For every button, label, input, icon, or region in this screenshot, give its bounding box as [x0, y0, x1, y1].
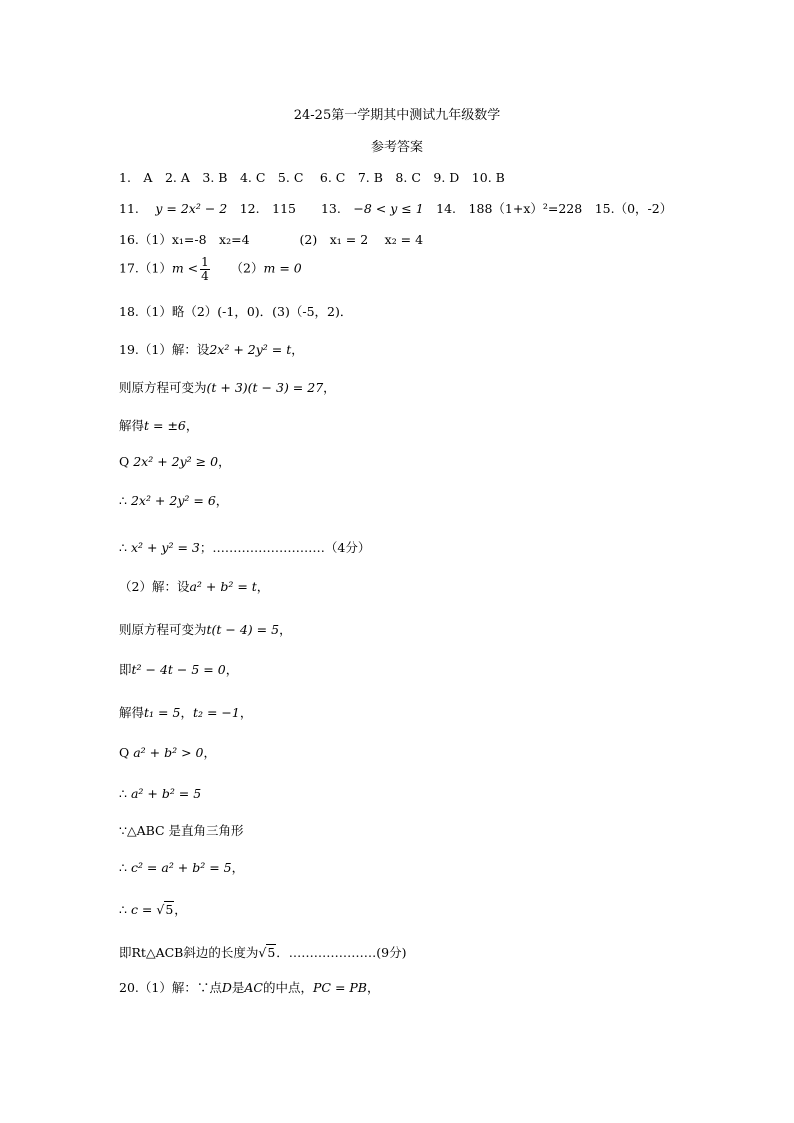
- text: 斜边的长度为: [183, 945, 259, 960]
- text: ，: [174, 902, 187, 917]
- page-subtitle: 参考答案: [370, 140, 423, 155]
- math: c =: [130, 902, 153, 917]
- text: 20.（1）解：∵点: [119, 980, 222, 995]
- math: t² − 4t − 5 = 0: [131, 662, 226, 677]
- answer-line: [119, 858, 244, 876]
- text: ．…………………(9分): [276, 945, 407, 960]
- text: ∴: [119, 860, 131, 875]
- math: c² = a² + b² = 5: [130, 860, 232, 875]
- answer-line-19-2: [119, 577, 269, 595]
- math: −8 < y ≤ 1: [353, 201, 424, 216]
- answer-line: [119, 416, 198, 434]
- text: ，: [203, 745, 217, 760]
- text: ，: [225, 662, 239, 677]
- text: ，: [239, 705, 253, 720]
- text: 则原方程可变为: [119, 380, 207, 395]
- answer-line: [119, 452, 231, 470]
- text: ，: [279, 622, 292, 637]
- text: 12. 115 13.: [227, 201, 354, 216]
- text: ∴: [119, 540, 131, 555]
- math: Rt△ACB: [131, 945, 184, 960]
- text: Q: [119, 454, 134, 469]
- answer-line: [119, 660, 238, 678]
- answer-line: [119, 943, 407, 961]
- math: a² + b² = 5: [130, 786, 202, 801]
- math: 2x² + 2y² ≥ 0: [133, 454, 219, 469]
- math: PC = PB: [313, 980, 367, 995]
- fraction: [200, 256, 210, 282]
- text: ，: [180, 705, 193, 720]
- text: ，: [323, 380, 336, 395]
- math: t = ±6: [144, 418, 186, 433]
- answer-line: [119, 491, 228, 509]
- sqrt-symbol: √5: [156, 902, 174, 917]
- answer-line-16: 16.（1）x₁=-8 x₂=4 (2) x₁ = 2 x₂ = 4: [119, 232, 424, 247]
- text: ∴: [119, 786, 131, 801]
- math: 2x² + 2y² = t: [209, 342, 292, 357]
- text: 的中点，: [262, 980, 313, 995]
- math: t(t − 4) = 5: [206, 622, 280, 637]
- text: ，: [215, 493, 229, 508]
- answer-line-17: [119, 256, 302, 282]
- text: ，: [291, 342, 304, 357]
- math: t₁ = 5: [144, 705, 181, 720]
- text: 14. 188（1+x）²=228 15.（0，-2）: [423, 201, 673, 216]
- radicand: 5: [267, 945, 276, 960]
- text: 是: [231, 980, 245, 995]
- answer-line-choice: 1. A 2. A 3. B 4. C 5. C 6. C 7. B 8. C 9. D 10. B: [119, 170, 505, 185]
- math: AC: [244, 980, 263, 995]
- text: 则原方程可变为: [119, 622, 207, 637]
- denominator: 4: [201, 268, 209, 283]
- text: 解得: [119, 705, 145, 720]
- text: 即: [119, 662, 132, 677]
- text: ，: [231, 860, 245, 875]
- answer-line-19-1: [119, 340, 304, 358]
- page-title: 24-25第一学期其中测试九年级数学: [293, 108, 501, 123]
- text: ，: [256, 579, 270, 594]
- answer-line-fill: [119, 199, 672, 217]
- text: 17.（1）: [119, 260, 172, 276]
- text: （2）: [211, 260, 264, 276]
- text: ，: [218, 454, 231, 469]
- answer-line: [119, 786, 201, 801]
- answer-line: [119, 900, 187, 918]
- answer-line-20: [119, 978, 380, 996]
- math: D: [221, 980, 232, 995]
- text: Q: [119, 745, 134, 760]
- text: ∴: [119, 493, 131, 508]
- radicand: 5: [165, 902, 174, 917]
- text: 19.（1）解：设: [119, 342, 210, 357]
- math: 2x² + 2y² = 6: [130, 493, 216, 508]
- answer-line: [119, 620, 292, 638]
- text: （2）解：设: [119, 579, 190, 594]
- answer-line: [119, 703, 252, 721]
- math: a² + b² = t: [189, 579, 257, 594]
- text: 11.: [119, 201, 156, 216]
- text: ，: [185, 418, 199, 433]
- answer-line: ∵△ABC 是直角三角形: [119, 823, 244, 838]
- math: m <: [171, 260, 199, 276]
- math: x² + y² = 3: [130, 540, 200, 555]
- answer-line-18: 18.（1）略（2）(-1，0)．(3)（-5，2)．: [119, 304, 353, 319]
- text: 即: [119, 945, 132, 960]
- math: t₂ = −1: [192, 705, 240, 720]
- text: ；………………………（4分）: [199, 540, 371, 555]
- math: a² + b² > 0: [133, 745, 204, 760]
- text: ，: [367, 980, 380, 995]
- numerator: 1: [201, 255, 209, 269]
- math: y = 2x² − 2: [155, 201, 228, 216]
- sqrt-symbol: √5: [258, 945, 276, 960]
- math: (t + 3)(t − 3) = 27: [206, 380, 324, 395]
- answer-line: [119, 378, 336, 396]
- text: 解得: [119, 418, 145, 433]
- answer-line: [119, 743, 216, 761]
- text: ∴: [119, 902, 131, 917]
- answer-line: [119, 538, 370, 556]
- math: m = 0: [263, 260, 302, 276]
